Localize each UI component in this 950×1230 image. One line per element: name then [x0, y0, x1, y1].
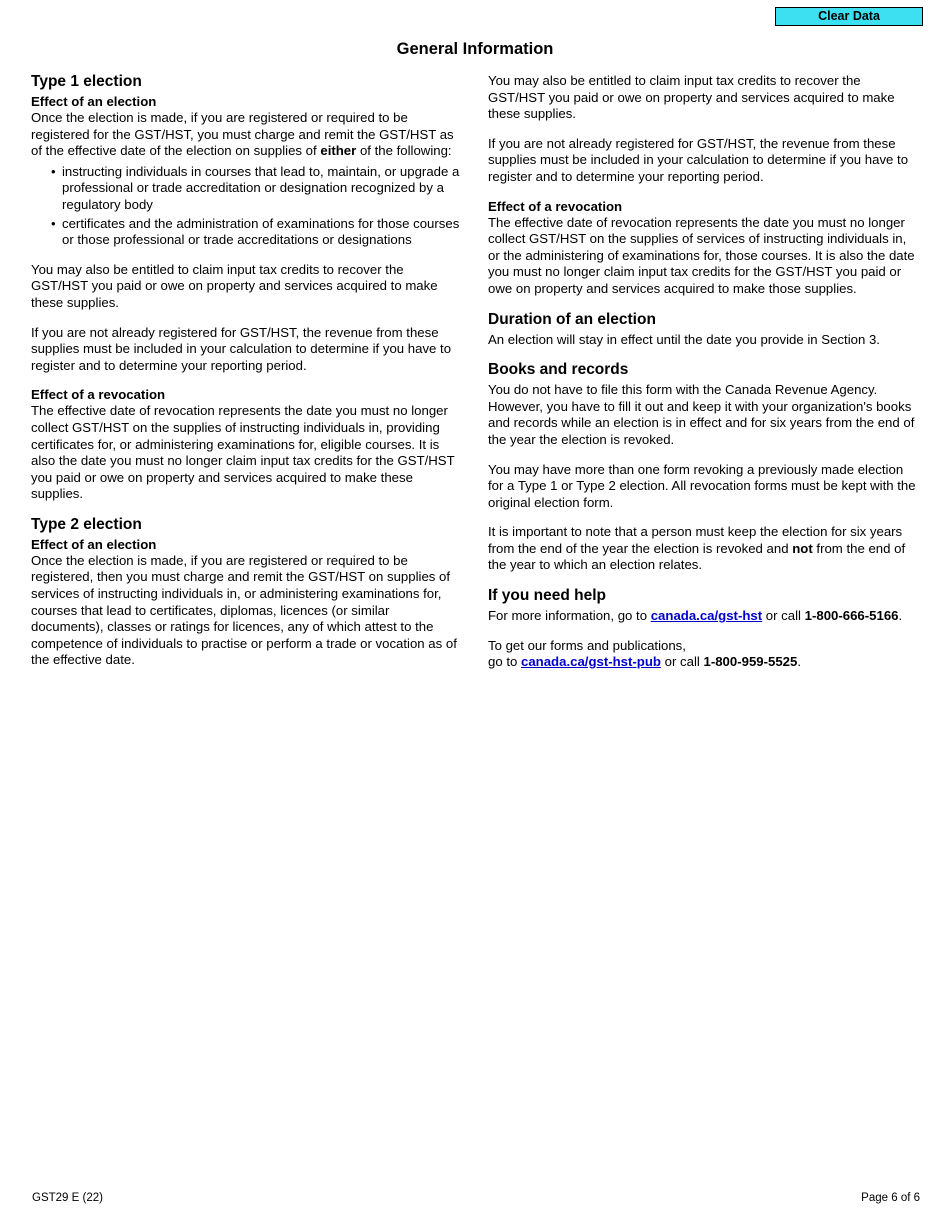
- list-item: • certificates and the administration of examinations for those courses or those professional or trade accreditations or designations: [51, 216, 461, 249]
- heading-type2-effect-of-an-election: Effect of an election: [31, 536, 157, 552]
- right-column: [488, 73, 918, 684]
- page-title: General Information: [396, 40, 554, 58]
- text-effect-election-part-b: of the following:: [356, 143, 452, 159]
- text-help1-part-c: .: [898, 608, 903, 624]
- footer-form-id: GST29 E (22): [32, 1192, 103, 1204]
- list-item: • instructing individuals in courses that lead to, maintain, or upgrade a professional or trade accreditation or designation recognized by a regulatory body: [51, 164, 461, 214]
- link-canada-ca-gst-hst-pub[interactable]: canada.ca/gst-hst-pub: [521, 654, 661, 670]
- paragraph-books-1: You do not have to file this form with the Canada Revenue Agency. However, you have to fill it out and keep it with your organization's books and records while an election is in effect and for six years from the end of the year the election is revoked.: [488, 382, 915, 447]
- text-help2-part-b: go to: [488, 654, 521, 670]
- paragraph-input-tax-credits-right: You may also be entitled to claim input tax credits to recover the GST/HST you paid or owe on property and services acquired to make these supplies.: [488, 73, 895, 122]
- text-help1-part-a: For more information, go to: [488, 608, 651, 624]
- heading-effect-of-a-revocation-right: Effect of a revocation: [488, 198, 623, 214]
- text-help-phone-1: 1-800-666-5166: [804, 608, 899, 624]
- clear-data-button[interactable]: Clear Data: [775, 7, 923, 26]
- paragraph-books-2: You may have more than one form revoking a previously made election for a Type 1 or Type 2 election. All revocation forms must be kept with the original election form.: [488, 461, 916, 510]
- paragraph-help-contact: [488, 608, 918, 625]
- text-help1-part-b: or call: [762, 608, 805, 624]
- paragraph-type2-effect-of-election: Once the election is made, if you are registered or required to be registered, then you must charge and remit the GST/HST on supplies of services of instructing individuals in, or administering examinations for, courses that lead to certificates, diplomas, licences (or similar documents), classes or ratings for licences, any of which attest to the competence of individuals to practise or perform a trade or vocation as of the effective date.: [31, 552, 457, 668]
- paragraph-effect-of-revocation-right: The effective date of revocation represents the date you must no longer collect GST/HST on the supplies of services of instructing individuals in, or the administering of examinations for, those courses. It is also the date you must no longer claim input tax credits for the GST/HST you paid or owe on property and services acquired to make those supplies.: [488, 214, 915, 296]
- text-help2-part-c: or call: [660, 654, 704, 670]
- paragraph-books-3: [488, 524, 918, 574]
- heading-duration-of-an-election: Duration of an election: [488, 310, 656, 328]
- text-books3-part-b: from the end of the year to which an election relates.: [488, 540, 906, 573]
- paragraph-effect-of-election: [31, 110, 461, 160]
- heading-effect-of-a-revocation: Effect of a revocation: [31, 387, 166, 403]
- paragraph-registration-revenue-right: If you are not already registered for GST/HST, the revenue from these supplies must be included in your calculation to determine if you have to register and to determine your reporting period.: [488, 135, 909, 184]
- paragraph-help-publications: [488, 638, 918, 671]
- heading-type-1-election: Type 1 election: [31, 73, 142, 90]
- text-books3-part-a: It is important to note that a person must keep the election for six years from the end of the year the election is revoked and: [488, 524, 903, 556]
- text-books3-emphasis: not: [792, 540, 813, 556]
- text-help2-line1: To get our forms and publications,: [488, 637, 686, 653]
- footer-page-number: Page 6 of 6: [861, 1192, 920, 1204]
- paragraph-registration-revenue: If you are not already registered for GST/HST, the revenue from these supplies must be included in your calculation to determine if you have to register and to determine your reporting period.: [31, 324, 452, 373]
- paragraph-duration: An election will stay in effect until the date you provide in Section 3.: [488, 331, 880, 347]
- list-election-supplies: [31, 164, 461, 249]
- text-help2-part-d: .: [797, 654, 802, 670]
- text-help-phone-2: 1-800-959-5525: [703, 654, 798, 670]
- left-column: [31, 73, 461, 684]
- heading-if-you-need-help: If you need help: [488, 587, 606, 605]
- heading-effect-of-an-election: Effect of an election: [31, 94, 157, 109]
- text-effect-election-emphasis: either: [320, 143, 357, 159]
- paragraph-effect-of-revocation: The effective date of revocation represents the date you must no longer collect GST/HST on the supplies of instructing individuals in, providing certificates for, or administering examinations for, eligible courses. It is also the date you must no longer claim input tax credits for the GST/HST you paid or owe on property and services acquired to make these supplies.: [31, 403, 455, 502]
- heading-type-2-election: Type 2 election: [31, 515, 142, 533]
- link-canada-ca-gst-hst[interactable]: canada.ca/gst-hst: [650, 608, 763, 624]
- text-effect-election-part-a: Once the election is made, if you are registered or required to be registered for the GST/HST, you must charge and remit the GST/HST as of the effective date of the election on supplies of: [31, 110, 454, 159]
- paragraph-input-tax-credits: You may also be entitled to claim input tax credits to recover the GST/HST you paid or owe on property and services acquired to make these supplies.: [31, 261, 438, 310]
- heading-books-and-records: Books and records: [488, 361, 629, 379]
- content-columns: [31, 73, 919, 684]
